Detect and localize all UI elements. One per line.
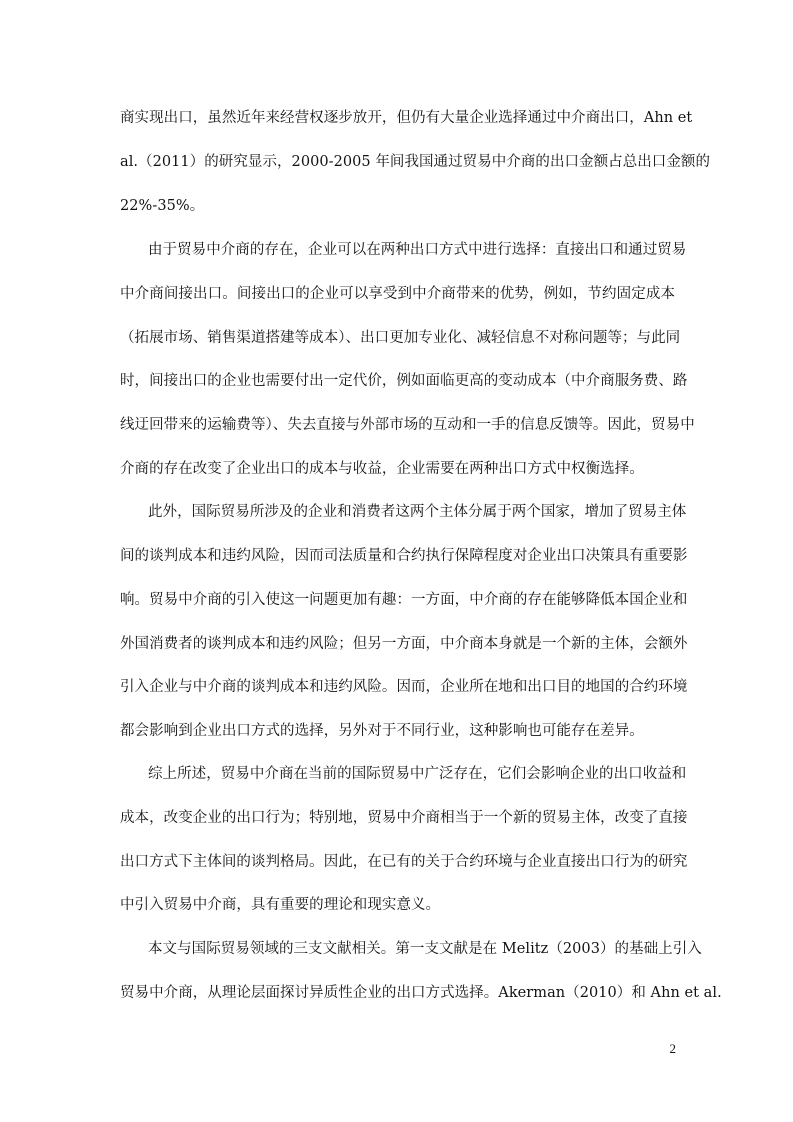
paragraph-first-line: 综上所述，贸易中介商在当前的国际贸易中广泛存在，它们会影响企业的出口收益和 [148,766,687,782]
paragraph-first-line: 本文与国际贸易领域的三支文献相关。第一支文献是在 Melitz（2003）的基础上引入 [148,941,702,957]
text-line: al.（2011）的研究显示，2000-2005 年间我国通过贸易中介商的出口金额占总出口金额的 [120,154,711,170]
text-line: 介商的存在改变了企业出口的成本与收益，企业需要在两种出口方式中权衡选择。 [120,461,644,477]
text-line: 中引入贸易中介商，具有重要的理论和现实意义。 [120,897,441,913]
text-line: 响。贸易中介商的引入使这一问题更加有趣：一方面，中介商的存在能够降低本国企业和 [120,592,688,608]
text-line: 外国消费者的谈判成本和违约风险；但另一方面，中介商本身就是一个新的主体，会额外 [120,636,688,652]
text-line: 成本，改变企业的出口行为；特别地，贸易中介商相当于一个新的贸易主体，改变了直接 [120,810,688,826]
text-line: 商实现出口，虽然近年来经营权逐步放开，但仍有大量企业选择通过中介商出口，Ahn et [120,110,693,126]
paragraph-first-line: 此外，国际贸易所涉及的企业和消费者这两个主体分属于两个国家，增加了贸易主体 [148,504,687,520]
text-line: 都会影响到企业出口方式的选择，另外对于不同行业，这种影响也可能存在差异。 [120,723,644,739]
text-line: （拓展市场、销售渠道搭建等成本）、出口更加专业化、减轻信息不对称问题等；与此同 [120,330,681,346]
text-line: 间的谈判成本和违约风险，因而司法质量和合约执行保障程度对企业出口决策具有重要影 [120,548,688,564]
text-line: 中介商间接出口。间接出口的企业可以享受到中介商带来的优势，例如，节约固定成本 [120,286,675,302]
page-number: 2 [669,1041,676,1056]
text-line: 22%-35%。 [120,198,205,214]
text-line: 线迂回带来的运输费等）、失去直接与外部市场的互动和一手的信息反馈等。因此，贸易中 [120,417,695,433]
text-line: 贸易中介商，从理论层面探讨异质性企业的出口方式选择。Akerman（2010）和 Ahn et al. [120,985,722,1001]
paragraph-first-line: 由于贸易中介商的存在，企业可以在两种出口方式中进行选择：直接出口和通过贸易 [148,242,687,258]
text-line: 出口方式下主体间的谈判格局。因此，在已有的关于合约环境与企业直接出口行为的研究 [120,854,688,870]
text-line: 引入企业与中介商的谈判成本和违约风险。因而，企业所在地和出口目的地国的合约环境 [120,679,688,695]
text-line: 时，间接出口的企业也需要付出一定代价，例如面临更高的变动成本（中介商服务费、路 [120,373,688,389]
